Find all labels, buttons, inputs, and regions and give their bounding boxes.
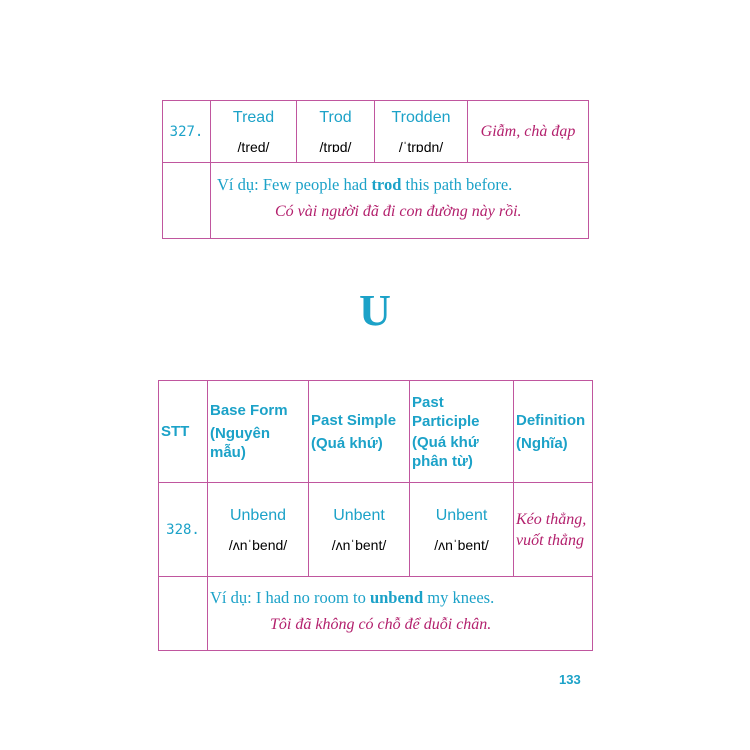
past-simple: Trod — [319, 108, 352, 126]
section-letter: U — [359, 286, 391, 335]
definition-cell — [468, 101, 589, 163]
empty-cell — [163, 163, 211, 239]
definition: Kéo thẳng, vuốt thẳng — [516, 510, 587, 549]
past-participle: Unbent — [435, 506, 488, 524]
page-number: 133 — [559, 672, 581, 687]
past-participle-ipa: /ˈtrɒdn/ — [398, 138, 444, 155]
base-form: Tread — [232, 108, 275, 126]
entry-number: 328. — [166, 521, 200, 538]
past-participle-cell — [410, 483, 514, 577]
table-row — [163, 101, 589, 163]
example-translation: Có vài người đã đi con đường này rồi. — [275, 202, 522, 220]
header-past-line1: Past Simple — [311, 411, 397, 429]
empty-cell — [159, 577, 208, 651]
table-row — [159, 577, 593, 651]
past-participle-cell — [375, 101, 468, 163]
base-form-ipa: /ʌnˈbend/ — [228, 536, 288, 553]
verb-table-tread — [162, 100, 589, 239]
header-participle-line1: Past Participle — [412, 393, 480, 430]
past-simple-cell — [309, 483, 410, 577]
entry-number: 327. — [169, 123, 204, 140]
header-definition-line2: (Nghĩa) — [516, 434, 568, 452]
example-sentence: Ví dụ: Few people had trod this path before. — [217, 174, 513, 194]
example-cell — [211, 163, 589, 239]
example-cell — [208, 577, 593, 651]
example-sentence: Ví dụ: I had no room to unbend my knees. — [210, 587, 495, 607]
definition-cell — [514, 483, 593, 577]
definition: Giẫm, chà đạp — [480, 122, 576, 140]
header-participle-cell — [410, 381, 514, 483]
table-row — [159, 483, 593, 577]
header-base-line1: Base Form — [210, 402, 288, 419]
base-form-cell — [208, 483, 309, 577]
entry-number-cell — [159, 483, 208, 577]
header-participle-line2: (Quá khứ phân từ) — [412, 433, 479, 470]
header-row — [159, 381, 593, 483]
past-participle-ipa: /ʌnˈbent/ — [434, 536, 489, 553]
header-definition-cell — [514, 381, 593, 483]
entry-number-cell — [163, 101, 211, 163]
header-past-line2: (Quá khứ) — [311, 434, 383, 452]
base-form: Unbend — [229, 506, 287, 524]
verb-table-unbend — [158, 380, 593, 651]
header-past-cell — [309, 381, 410, 483]
header-stt-cell — [159, 381, 208, 483]
past-participle: Trodden — [391, 108, 451, 126]
example-translation: Tôi đã không có chỗ để duỗi chân. — [270, 615, 492, 633]
past-simple: Unbent — [333, 506, 385, 524]
base-form-cell — [211, 101, 297, 163]
past-simple-ipa: /ʌnˈbent/ — [331, 536, 387, 553]
past-simple-cell — [297, 101, 375, 163]
past-simple-ipa: /trɒd/ — [319, 138, 352, 155]
base-form-ipa: /tred/ — [237, 138, 270, 155]
header-stt: STT — [161, 423, 190, 440]
header-base-line2: (Nguyên mẫu) — [210, 425, 270, 461]
table-row — [163, 163, 589, 239]
header-definition-line1: Definition — [516, 411, 586, 429]
header-base-cell — [208, 381, 309, 483]
